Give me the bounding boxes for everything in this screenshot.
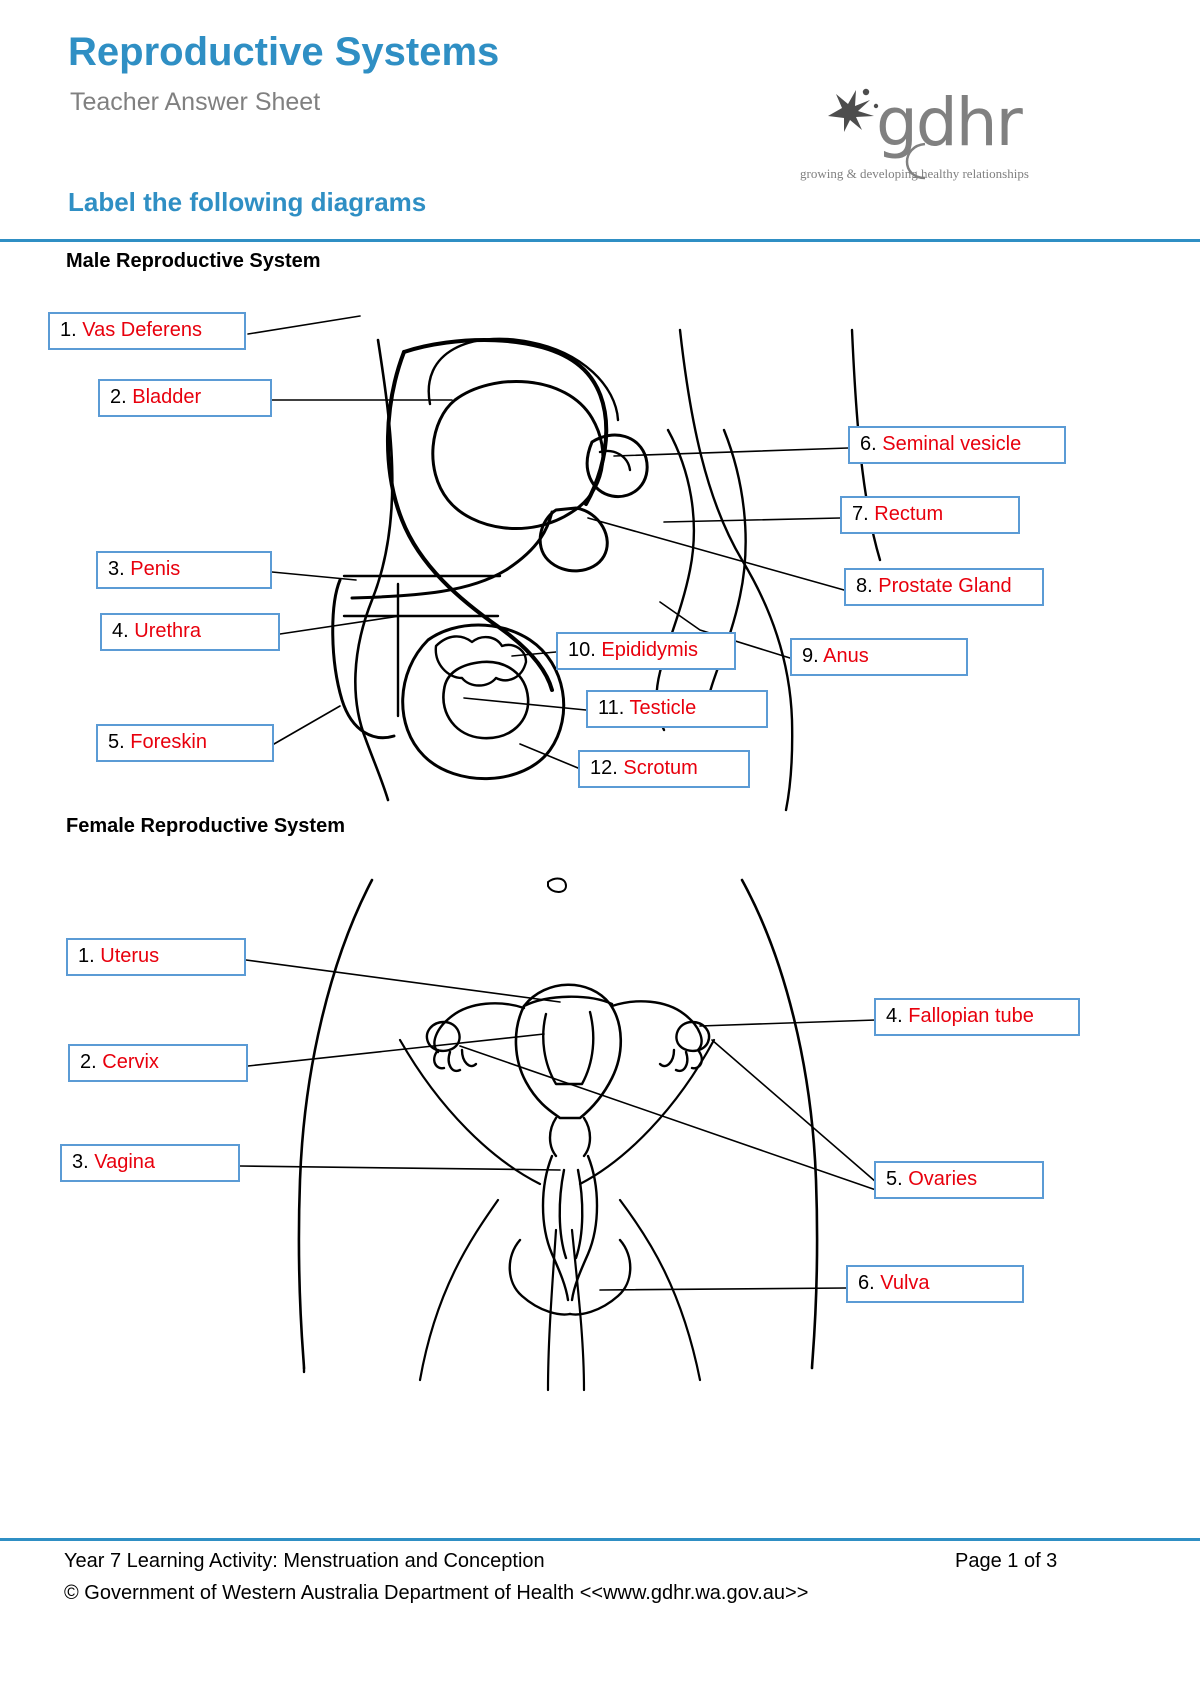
label-box-male-5[interactable] [96,724,274,762]
label-box-male-11[interactable] [586,690,768,728]
label-number: 4. [886,1005,909,1027]
label-box-female-1[interactable] [66,938,246,976]
label-number: 5. [108,731,131,753]
label-box-male-8[interactable] [844,568,1044,606]
label-number: 8. [856,575,879,597]
page-title: Reproductive Systems [68,30,500,74]
label-number: 2. [110,386,133,408]
logo-wordmark: gdhr [876,84,1021,161]
label-number: 3. [72,1151,95,1173]
label-answer: Urethra [134,620,201,642]
logo-tagline: growing & developing healthy relationships [800,166,1029,181]
label-answer: Foreskin [130,731,207,753]
page-subtitle: Teacher Answer Sheet [70,88,321,116]
label-number: 3. [108,558,131,580]
logo-swirl-icon [895,140,937,182]
label-answer: Scrotum [623,757,698,779]
label-answer: Bladder [132,386,202,408]
label-box-male-10[interactable] [556,632,736,670]
label-number: 10. [568,639,602,661]
label-number: 6. [858,1272,881,1294]
label-answer: Penis [130,558,181,580]
label-number: 5. [886,1168,909,1190]
footer-activity: Year 7 Learning Activity: Menstruation and Conception [64,1550,545,1572]
label-number: 12. [590,757,624,779]
label-box-male-6[interactable] [848,426,1066,464]
label-box-male-9[interactable] [790,638,968,676]
label-answer: Ovaries [908,1168,978,1190]
male-diagram-heading: Male Reproductive System [66,250,321,272]
footer-divider [0,1538,1200,1541]
label-answer: Testicle [629,697,697,719]
label-box-male-12[interactable] [578,750,750,788]
label-number: 1. [78,945,101,967]
label-answer: Vulva [880,1272,930,1294]
footer-page-number: Page 1 of 3 [955,1550,1058,1572]
label-answer: Epididymis [601,639,699,661]
label-number: 11. [598,697,630,719]
label-box-male-3[interactable] [96,551,272,589]
label-answer: Vas Deferens [82,319,202,341]
label-number: 9. [802,645,824,667]
label-answer: Seminal vesicle [882,433,1022,455]
footer-copyright: © Government of Western Australia Department of Health <<www.gdhr.wa.gov.au>> [64,1582,809,1604]
label-number: 7. [852,503,875,525]
label-answer: Uterus [100,945,160,967]
label-box-female-5[interactable] [874,1161,1044,1199]
label-box-male-2[interactable] [98,379,272,417]
gdhr-logo [800,82,1040,192]
label-box-male-1[interactable] [48,312,246,350]
label-box-female-6[interactable] [846,1265,1024,1303]
label-answer: Fallopian tube [908,1005,1034,1027]
instruction-heading: Label the following diagrams [68,187,427,217]
label-number: 1. [60,319,83,341]
female-diagram-heading: Female Reproductive System [66,815,345,837]
label-answer: Cervix [102,1051,159,1073]
label-answer: Vagina [94,1151,156,1173]
label-answer: Rectum [874,503,944,525]
label-number: 6. [860,433,883,455]
label-box-female-2[interactable] [68,1044,248,1082]
label-answer: Anus [823,645,869,667]
label-box-female-3[interactable] [60,1144,240,1182]
header-divider [0,239,1200,242]
label-box-male-4[interactable] [100,613,280,651]
label-number: 4. [112,620,135,642]
label-box-male-7[interactable] [840,496,1020,534]
label-answer: Prostate Gland [878,575,1012,597]
label-number: 2. [80,1051,103,1073]
label-box-female-4[interactable] [874,998,1080,1036]
gdhr-star-figure-icon [822,86,882,136]
